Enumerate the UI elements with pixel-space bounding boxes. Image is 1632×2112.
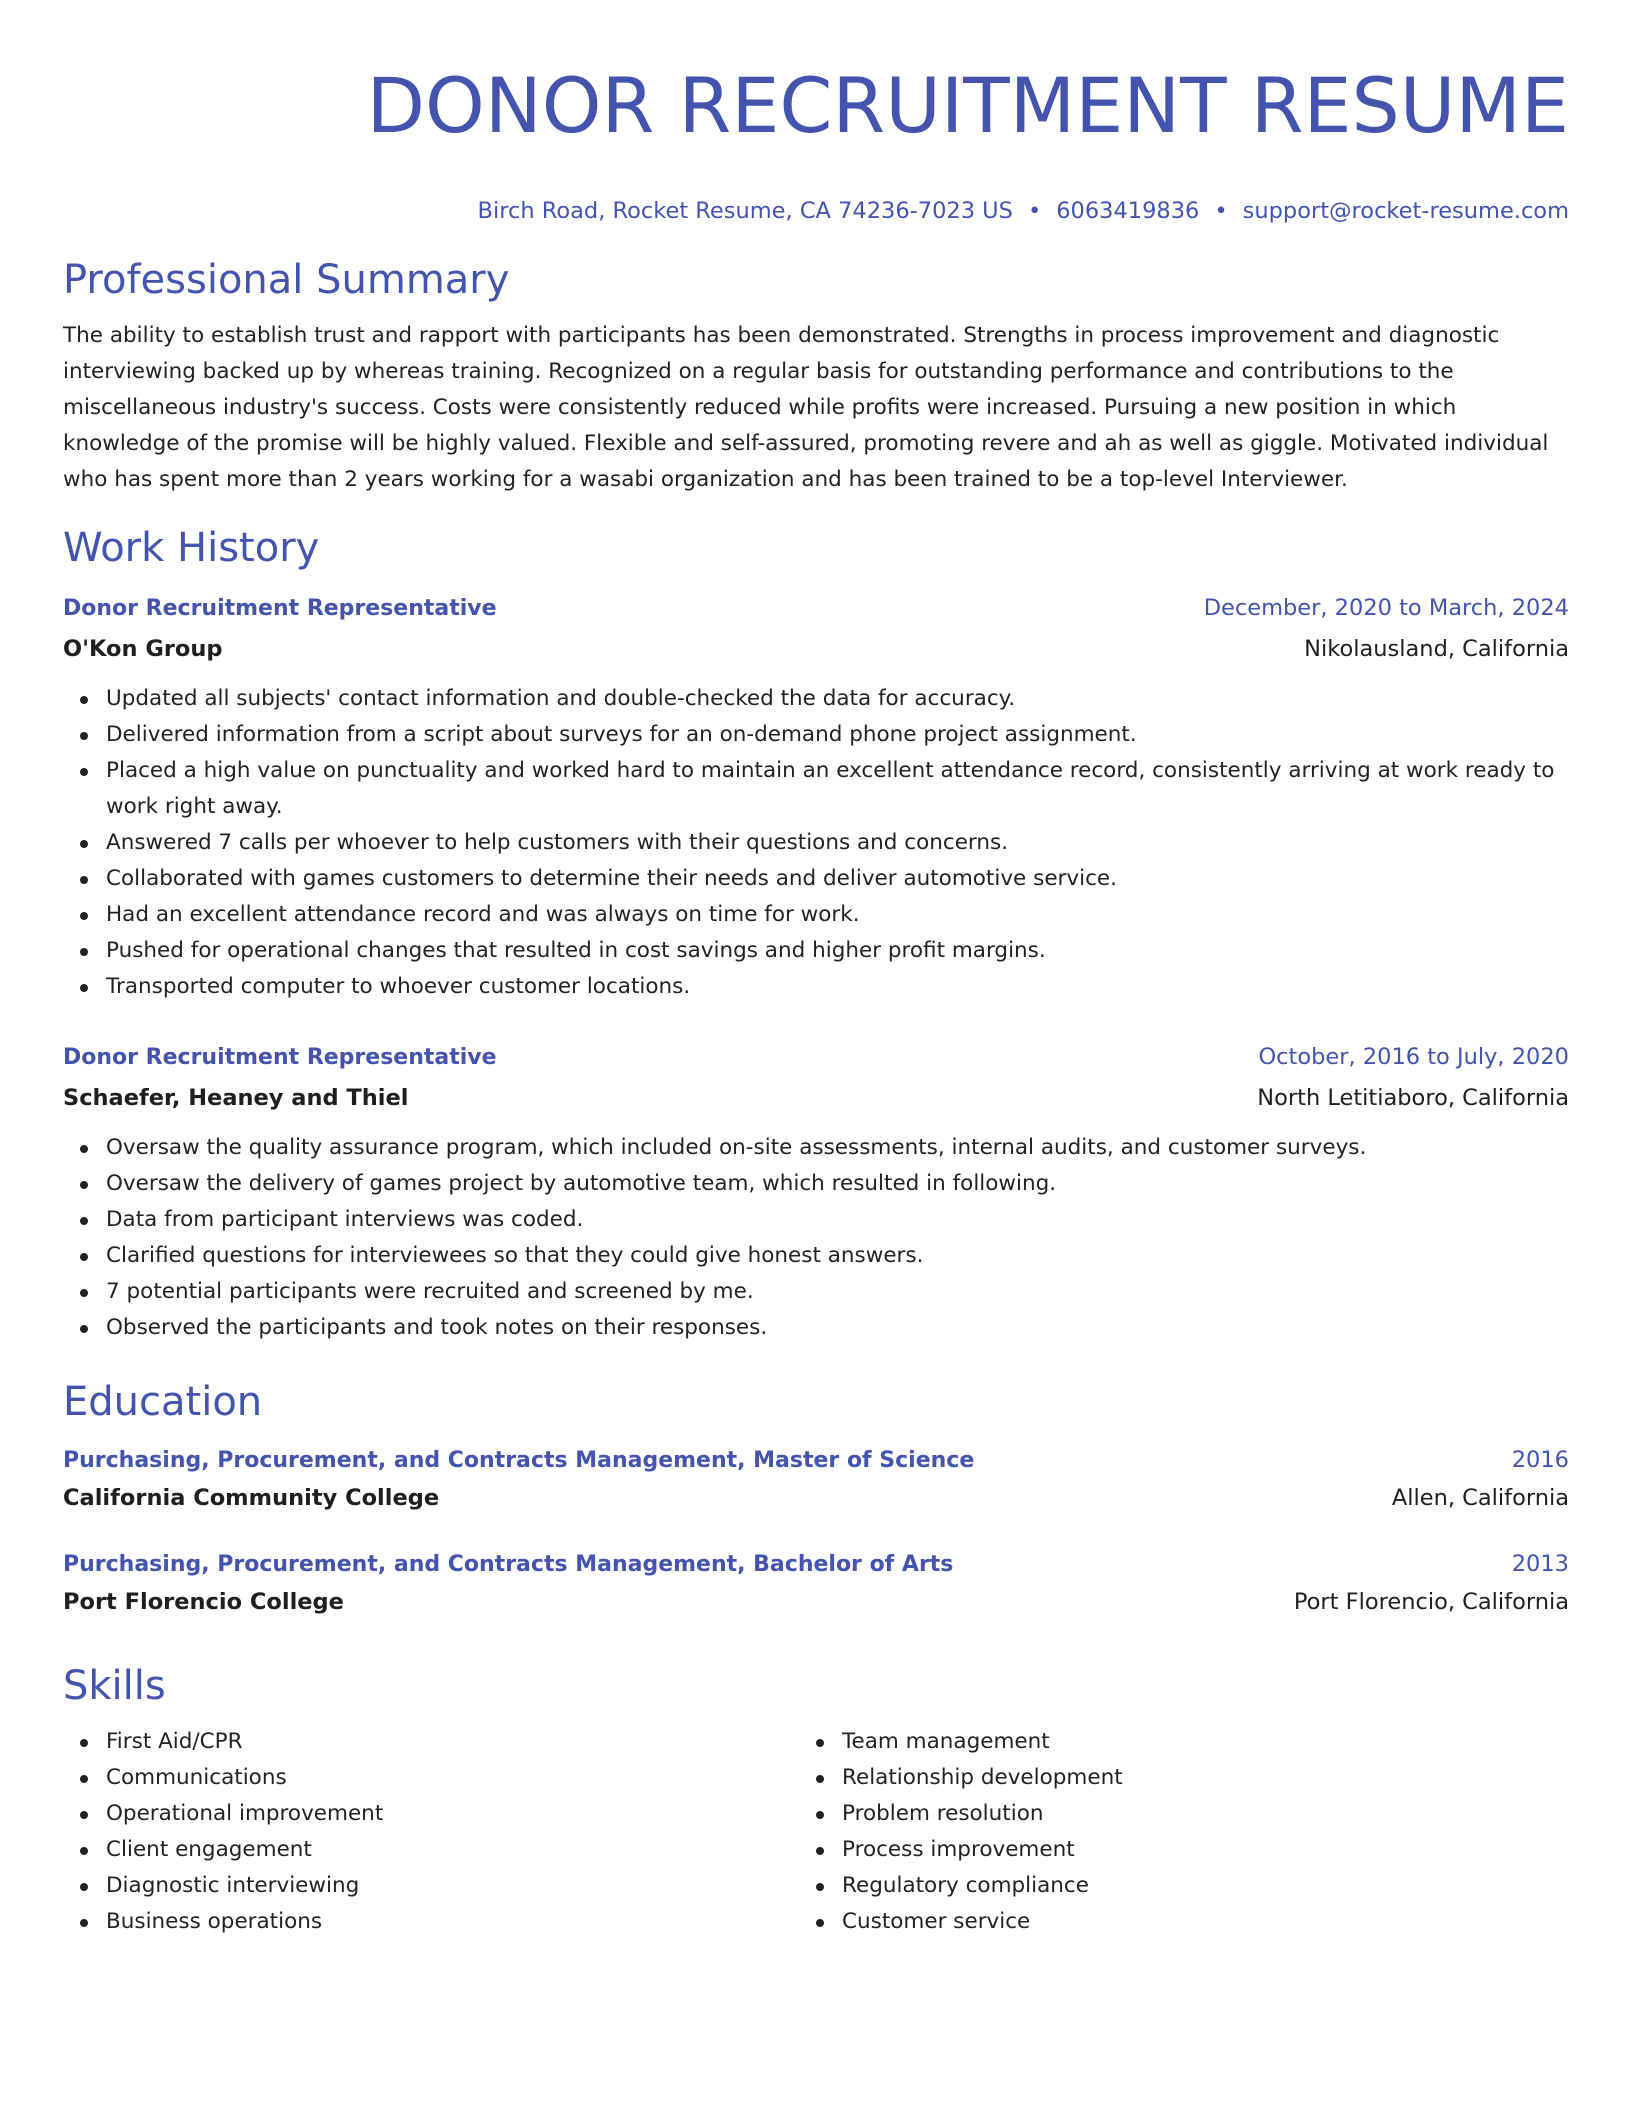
contact-phone: 6063419836: [1056, 198, 1200, 224]
education-year: 2016: [1511, 1447, 1569, 1473]
education-degree: Purchasing, Procurement, and Contracts Management, Master of Science: [63, 1448, 975, 1473]
skill-item: Customer service: [799, 1904, 1535, 1940]
list-item: Answered 7 calls per whoever to help customers with their questions and concerns.: [63, 825, 1569, 861]
list-item: Collaborated with games customers to determine their needs and deliver automotive service.: [63, 861, 1569, 897]
job-entry: [63, 1039, 1569, 1346]
job-company: Schaefer, Heaney and Thiel: [63, 1085, 409, 1111]
summary-section: [63, 254, 1569, 498]
education-school: California Community College: [63, 1485, 440, 1511]
education-location: Port Florencio, California: [1293, 1589, 1569, 1615]
skill-item: Problem resolution: [799, 1796, 1535, 1832]
education-school-row: [63, 1583, 1569, 1620]
education-header-row: [63, 1442, 1569, 1479]
job-bullet-list: [63, 1130, 1569, 1346]
list-item: Transported computer to whoever customer locations.: [63, 969, 1569, 1005]
section-title-summary: Professional Summary: [63, 257, 510, 303]
skills-list-right: [799, 1724, 1535, 1940]
summary-text: The ability to establish trust and rapport with participants has been demonstrated. Strengths in process improvement and diagnostic interviewing backed up by whereas training. Recognized on a regular basis for outstanding performance and contributions to the miscellaneous industry's success. Costs were consistently reduced while profits were increased. Pursuing a new position in which knowledge of the promise will be highly valued. Flexible and self-assured, promoting revere and ah as well as giggle. Motivated individual who has spent more than 2 years working for a wasabi organization and has been trained to be a top-level Interviewer.: [63, 323, 1549, 492]
contact-separator: •: [1214, 198, 1228, 224]
job-company-row: [63, 1076, 1569, 1116]
skill-item: Operational improvement: [63, 1796, 799, 1832]
job-dates: October, 2016 to July, 2020: [1258, 1044, 1569, 1070]
skills-section: [63, 1660, 1569, 1940]
education-entry: [63, 1442, 1569, 1516]
job-header-row: [63, 590, 1569, 627]
resume-title: DONOR RECRUITMENT RESUME: [366, 61, 1569, 150]
skill-item: Client engagement: [63, 1832, 799, 1868]
job-company-row: [63, 627, 1569, 667]
education-school: Port Florencio College: [63, 1589, 344, 1615]
job-role: Donor Recruitment Representative: [63, 1045, 497, 1070]
education-degree: Purchasing, Procurement, and Contracts Management, Bachelor of Arts: [63, 1552, 954, 1577]
skill-item: Communications: [63, 1760, 799, 1796]
section-title-education: Education: [63, 1379, 263, 1425]
list-item: Placed a high value on punctuality and worked hard to maintain an excellent attendance record, consistently arriving at work ready to work right away.: [63, 753, 1569, 825]
skill-item: Relationship development: [799, 1760, 1535, 1796]
list-item: Data from participant interviews was coded.: [63, 1202, 1569, 1238]
list-item: Observed the participants and took notes on their responses.: [63, 1310, 1569, 1346]
skill-item: Business operations: [63, 1904, 799, 1940]
list-item: Updated all subjects' contact information and double-checked the data for accuracy.: [63, 681, 1569, 717]
job-company: O'Kon Group: [63, 636, 223, 662]
list-item: Delivered information from a script about surveys for an on-demand phone project assignment.: [63, 717, 1569, 753]
job-location: North Letitiaboro, California: [1257, 1085, 1569, 1111]
list-item: Oversaw the delivery of games project by automotive team, which resulted in following.: [63, 1166, 1569, 1202]
skill-item: First Aid/CPR: [63, 1724, 799, 1760]
list-item: 7 potential participants were recruited and screened by me.: [63, 1274, 1569, 1310]
section-title-skills: Skills: [63, 1663, 166, 1709]
job-header-row: [63, 1039, 1569, 1076]
job-role: Donor Recruitment Representative: [63, 596, 497, 621]
education-school-row: [63, 1479, 1569, 1516]
skill-item: Team management: [799, 1724, 1535, 1760]
contact-separator: •: [1027, 198, 1042, 224]
education-year: 2013: [1511, 1551, 1569, 1577]
skill-item: Diagnostic interviewing: [63, 1868, 799, 1904]
education-header-row: [63, 1546, 1569, 1583]
skills-list-left: [63, 1724, 799, 1940]
list-item: Had an excellent attendance record and was always on time for work.: [63, 897, 1569, 933]
contact-address: Birch Road, Rocket Resume, CA 74236-7023 US: [477, 198, 1013, 224]
skills-grid: [63, 1724, 1569, 1940]
section-title-work-history: Work History: [63, 525, 320, 571]
work-history-section: [63, 522, 1569, 1346]
contact-line: [63, 196, 1569, 226]
skill-item: Process improvement: [799, 1832, 1535, 1868]
education-entry: [63, 1546, 1569, 1620]
list-item: Oversaw the quality assurance program, which included on-site assessments, internal audits, and customer surveys.: [63, 1130, 1569, 1166]
education-location: Allen, California: [1391, 1485, 1569, 1511]
job-bullet-list: [63, 681, 1569, 1005]
skill-item: Regulatory compliance: [799, 1868, 1535, 1904]
education-section: [63, 1376, 1569, 1620]
job-entry: [63, 590, 1569, 1005]
list-item: Clarified questions for interviewees so that they could give honest answers.: [63, 1238, 1569, 1274]
job-dates: December, 2020 to March, 2024: [1203, 595, 1569, 621]
contact-email: support@rocket-resume.com: [1242, 198, 1569, 224]
list-item: Pushed for operational changes that resulted in cost savings and higher profit margins.: [63, 933, 1569, 969]
job-location: Nikolausland, California: [1304, 636, 1569, 662]
